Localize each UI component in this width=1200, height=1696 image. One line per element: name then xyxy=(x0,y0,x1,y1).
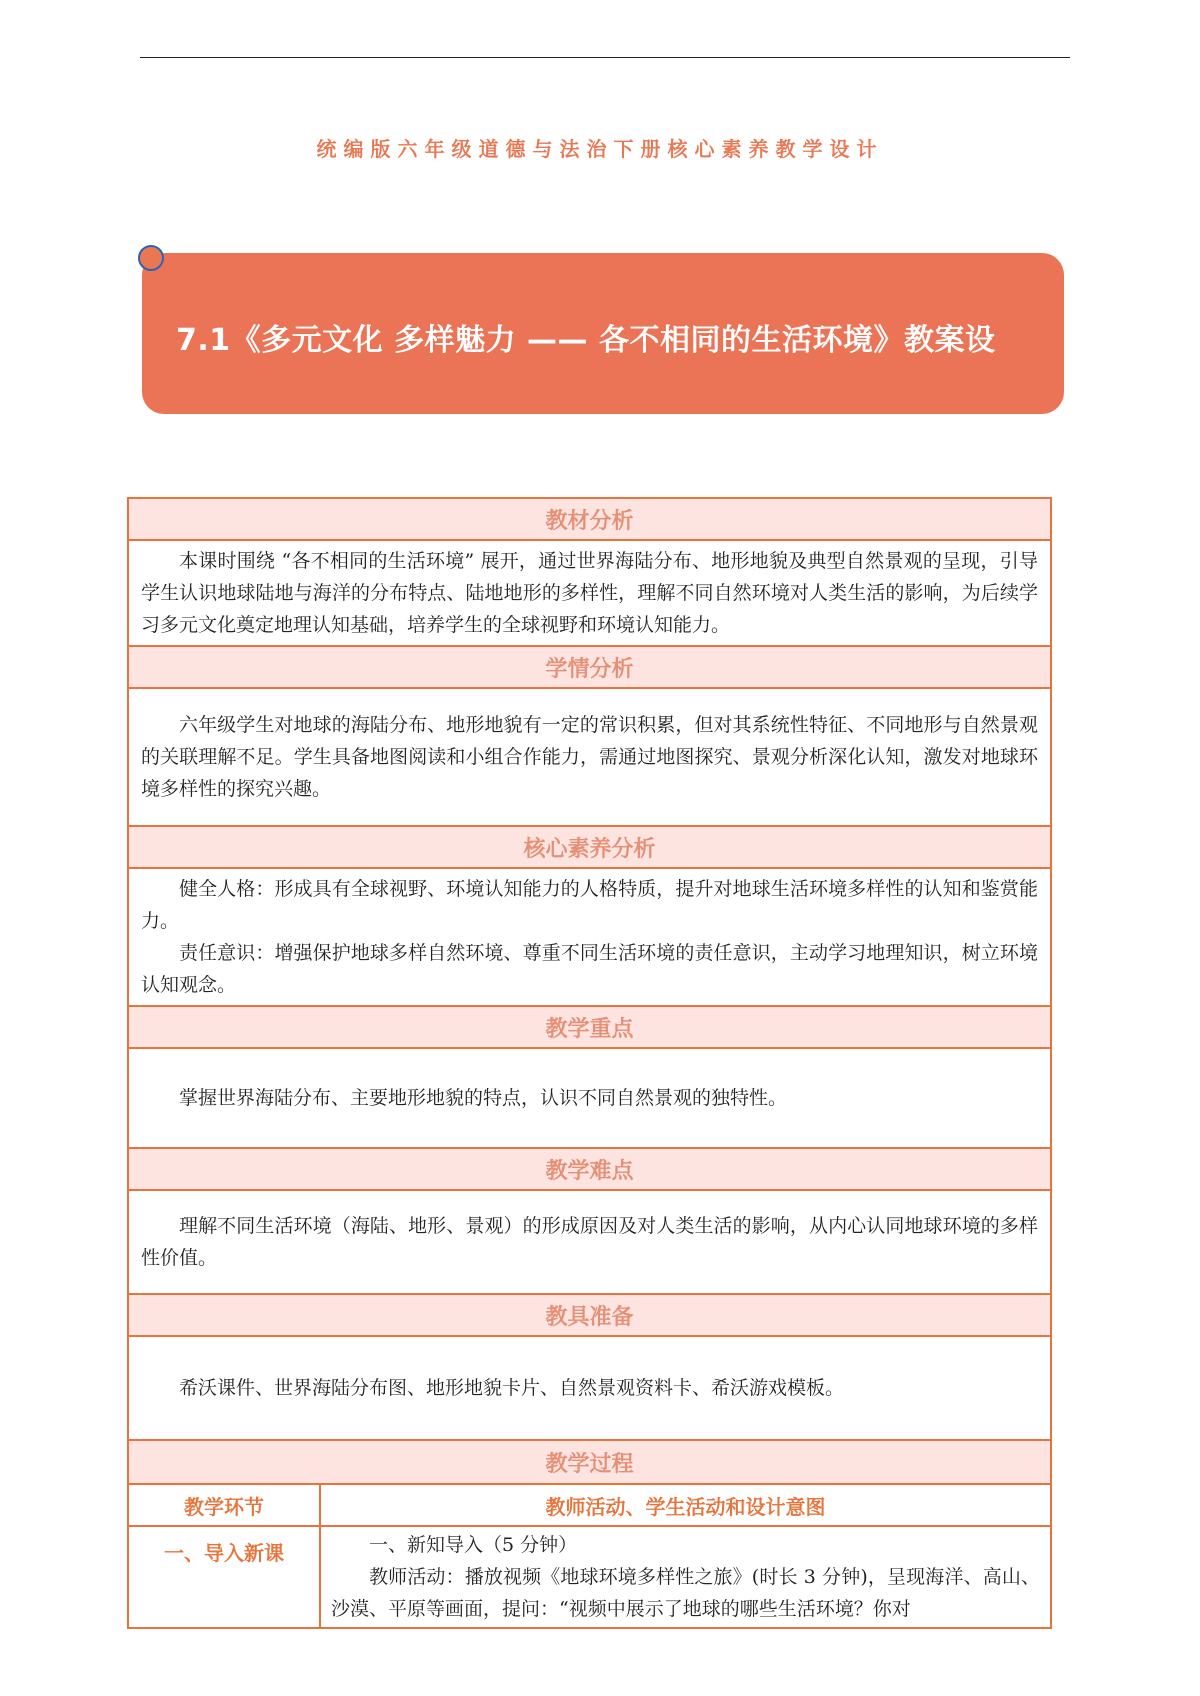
header-rule xyxy=(140,57,1070,58)
series-title: 统编版六年级道德与法治下册核心素养教学设计 xyxy=(316,137,884,161)
lesson-title: 7.1《多元文化 多样魅力 —— 各不相同的生活环境》教案设 xyxy=(176,323,996,358)
lesson-plan-table xyxy=(127,497,1052,1629)
column-stage-header: 教学环节 xyxy=(128,1484,320,1526)
key-point-text: 掌握世界海陆分布、主要地形地貌的特点，认识不同自然景观的独特性。 xyxy=(179,1087,788,1109)
literacy-text-2: 责任意识：增强保护地球多样自然环境、尊重不同生活环境的责任意识，主动学习地理知识，树立环境认知观念。 xyxy=(141,942,1038,996)
material-heading: 教材分析 xyxy=(128,498,1051,540)
key-point-heading: 教学重点 xyxy=(128,1006,1051,1048)
difficulty-body xyxy=(128,1190,1051,1294)
material-text: 本课时围绕 “各不相同的生活环境” 展开，通过世界海陆分布、地形地貌及典型自然景观的呈现，引导学生认识地球陆地与海洋的分布特点、陆地地形的多样性，理解不同自然环境对人类生活的影响，为后续学习多元文化奠定地理认知基础，培养学生的全球视野和环境认知能力。 xyxy=(141,550,1038,636)
difficulty-heading: 教学难点 xyxy=(128,1148,1051,1190)
literacy-heading: 核心素养分析 xyxy=(128,826,1051,868)
column-activity-header: 教师活动、学生活动和设计意图 xyxy=(320,1484,1051,1526)
literacy-text-1: 健全人格：形成具有全球视野、环境认知能力的人格特质，提升对地球生活环境多样性的认知和鉴赏能力。 xyxy=(141,878,1038,932)
title-banner xyxy=(142,253,1064,414)
process-heading: 教学过程 xyxy=(128,1440,1051,1484)
stage-1-name: 一、导入新课 xyxy=(128,1526,320,1628)
tools-body xyxy=(128,1336,1051,1440)
difficulty-text: 理解不同生活环境（海陆、地形、景观）的形成原因及对人类生活的影响，从内心认同地球环境的多样性价值。 xyxy=(141,1215,1038,1269)
stage-1-body xyxy=(320,1526,1051,1628)
students-text: 六年级学生对地球的海陆分布、地形地貌有一定的常识积累，但对其系统性特征、不同地形与自然景观的关联理解不足。学生具备地图阅读和小组合作能力，需通过地图探究、景观分析深化认知，激发对地球环境多样性的探究兴趣。 xyxy=(141,714,1038,800)
literacy-body xyxy=(128,868,1051,1006)
tools-text: 希沃课件、世界海陆分布图、地形地貌卡片、自然景观资料卡、希沃游戏模板。 xyxy=(179,1377,845,1399)
students-body xyxy=(128,688,1051,826)
banner-dot xyxy=(138,245,164,271)
key-point-body xyxy=(128,1048,1051,1148)
stage-1-line-2: 教师活动：播放视频《地球环境多样性之旅》(时长 3 分钟)，呈现海洋、高山、沙漠、平原等画面，提问：“视频中展示了地球的哪些生活环境？你对 xyxy=(331,1566,1040,1620)
stage-1-line-1: 一、新知导入（5 分钟） xyxy=(369,1534,578,1556)
material-body xyxy=(128,540,1051,646)
students-heading: 学情分析 xyxy=(128,646,1051,688)
tools-heading: 教具准备 xyxy=(128,1294,1051,1336)
